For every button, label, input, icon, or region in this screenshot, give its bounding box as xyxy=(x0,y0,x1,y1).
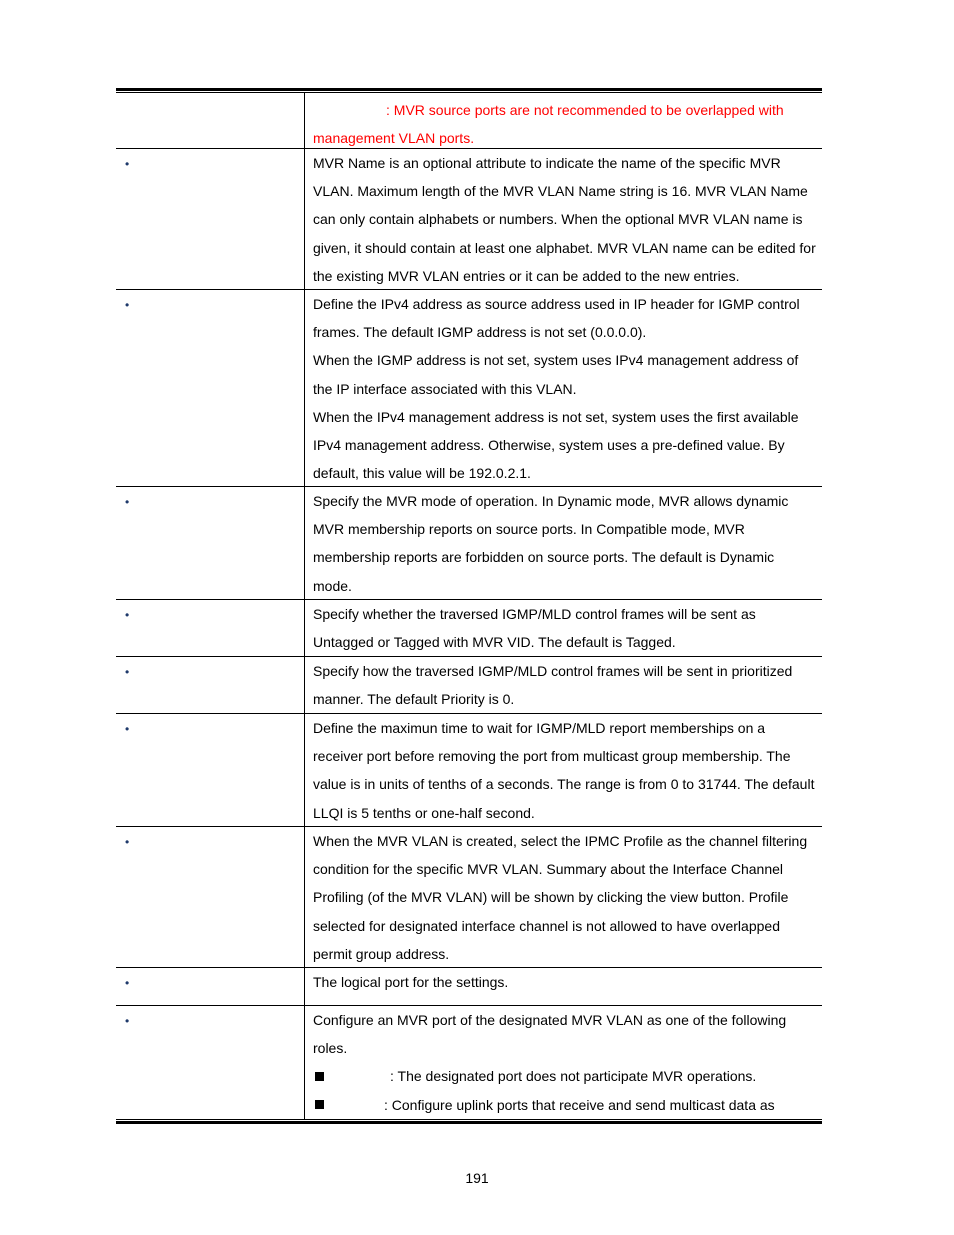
table-bottom-rule xyxy=(116,1119,822,1124)
table-row xyxy=(116,1006,822,1119)
description-paragraph: Define the IPv4 address as source address used in IP header for IGMP control frames. The default IGMP address is not set (0.0.0.0). xyxy=(313,296,800,341)
parameter-cell xyxy=(116,93,305,148)
table-row xyxy=(116,149,822,290)
description-cell: Define the maximun time to wait for IGMP/MLD report memberships on a receiver port before removing the port from multicast group membership. The value is in units of tenths of a seconds. The range is from 0 to 31744. The default LLQI is 5 tenths or one-half second. xyxy=(313,720,815,821)
bullet-icon: • xyxy=(125,835,130,849)
description-paragraph: When the IPv4 management address is not set, system uses the first available IPv4 management address. Otherwise, system uses a pre-defined value. By default, this value will be 192.0.2.1. xyxy=(313,408,799,482)
description-paragraph: Configure an MVR port of the designated MVR VLAN as one of the following roles. xyxy=(313,1012,787,1057)
description-cell: MVR Name is an optional attribute to indicate the name of the specific MVR VLAN. Maximum length of the MVR VLAN Name string is 16. MVR VLAN Name can only contain alphabets or numbers. When the optional MVR VLAN name is given, it should contain at least one alphabet. MVR VLAN name can be edited for the existing MVR VLAN entries or it can be added to the new entries. xyxy=(313,155,816,284)
bullet-icon: • xyxy=(125,976,130,990)
square-bullet-icon xyxy=(315,1072,324,1081)
list-item xyxy=(313,1062,816,1090)
bullet-icon: • xyxy=(125,157,130,171)
description-cell: The logical port for the settings. xyxy=(313,974,509,990)
description-cell xyxy=(305,290,822,486)
table-row xyxy=(116,487,822,600)
description-cell: Specify how the traversed IGMP/MLD control frames will be sent in prioritized manner. The default Priority is 0. xyxy=(313,663,793,708)
description-cell xyxy=(305,1006,822,1119)
list-item-text: : The designated port does not participate MVR operations. xyxy=(390,1068,757,1085)
bullet-icon: • xyxy=(125,495,130,509)
list-item xyxy=(313,1091,816,1119)
bullet-icon: • xyxy=(125,722,130,736)
table-row xyxy=(116,93,822,149)
parameter-cell xyxy=(116,1006,305,1119)
page-number: 191 xyxy=(465,1170,489,1186)
parameter-cell xyxy=(116,600,305,656)
table-row xyxy=(116,968,822,1006)
parameter-cell xyxy=(116,714,305,826)
bullet-icon: • xyxy=(125,298,130,312)
parameter-cell xyxy=(116,827,305,967)
list-item-text: : Configure uplink ports that receive and send multicast data as xyxy=(384,1096,775,1113)
parameter-cell xyxy=(116,487,305,599)
description-cell: Specify whether the traversed IGMP/MLD control frames will be sent as Untagged or Tagged with MVR VID. The default is Tagged. xyxy=(313,606,756,651)
parameter-table xyxy=(116,88,822,1124)
table-row xyxy=(116,290,822,487)
parameter-cell xyxy=(116,968,305,1005)
description-cell: When the MVR VLAN is created, select the IPMC Profile as the channel filtering condition for the specific MVR VLAN. Summary about the Interface Channel Profiling (of the MVR VLAN) will be shown by clicking the view button. Profile selected for designated interface channel is not allowed to have overlapped permit group address. xyxy=(313,833,808,962)
parameter-cell xyxy=(116,290,305,486)
bullet-icon: • xyxy=(125,608,130,622)
description-cell xyxy=(305,93,822,148)
square-bullet-icon xyxy=(315,1100,324,1109)
table-row xyxy=(116,657,822,714)
parameter-cell xyxy=(116,149,305,289)
table-row xyxy=(116,600,822,657)
parameter-cell xyxy=(116,657,305,713)
bullet-icon: • xyxy=(125,1014,130,1028)
description-paragraph: When the IGMP address is not set, system uses IPv4 management address of the IP interface associated with this VLAN. xyxy=(313,352,799,397)
description-cell: Specify the MVR mode of operation. In Dynamic mode, MVR allows dynamic MVR membership reports on source ports. In Compatible mode, MVR membership reports are forbidden on source ports. The default is Dynamic mode. xyxy=(313,493,789,594)
table-row xyxy=(116,827,822,968)
bullet-icon: • xyxy=(125,665,130,679)
table-row xyxy=(116,714,822,827)
warning-note: : MVR source ports are not recommended to be overlapped with management VLAN ports. xyxy=(313,102,784,147)
